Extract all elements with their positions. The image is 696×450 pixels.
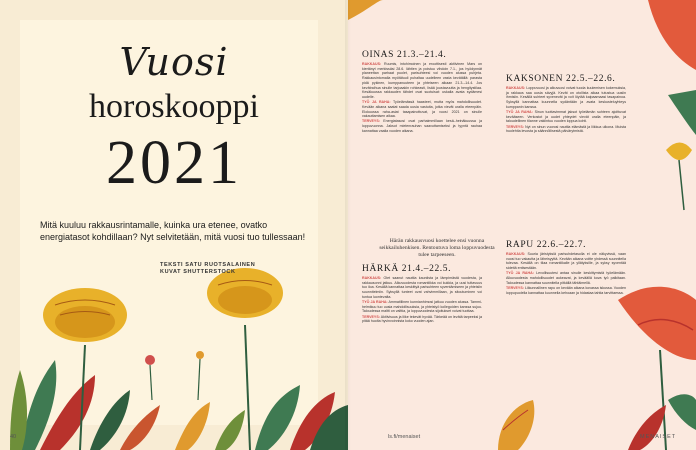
section-text: Ammatillinen kunnianhimosi jatkuu vuoden alussa. Tammi-helmikuu tuo uusia mahdollisuuksia, ja yhteistyö kollegoiden kanssa sujuu. Taloudessa maltti on valttia, ja loppuvuodesta sijoitukset voivat tuottaa. [362, 300, 482, 314]
section-tag: RAKKAUS: [362, 276, 382, 280]
section-tag: TYÖ JA RAHA: [506, 110, 533, 115]
magazine-url: ls.fi/menaiset [388, 434, 421, 440]
sign-heading: KAKSONEN 22.5.–22.6. [506, 74, 616, 84]
leaf-cluster-right [175, 385, 348, 450]
section-tag: TYÖ JA RAHA: [362, 100, 391, 105]
small-buds [145, 351, 204, 400]
title-year: 2021 [106, 129, 242, 197]
section-text: Loppuvuosi ja alkuvuosi voivat tuoda kuulemisen kokemuksia, ja rakkaus saa uusia sävyjä. Kevät on otollista aikaa tutustua uusiin ihmisiin. Kesällä suhteet syvenevät ja voit löytää kaipaamaasi tasapainoa. Syksyllä kannattaa kuunnella sydäntään ja avata keskusteluyhteys kumppanin kanssa. [506, 86, 627, 109]
sign-heading: OINAS 21.3.–21.4. [362, 50, 447, 60]
sign-body [506, 86, 626, 134]
sign-body [362, 62, 482, 134]
section-text: Energiatasosi ovat parhaimmillaan kesä–heinäkuussa ja loppuvuonna. Jaksot mielenrauhan saavuttamiseksi ja tyyntä rauhaa kannattaa vaalia vuoden aikana. [362, 119, 483, 133]
section-tag: TYÖ JA RAHA: [506, 271, 534, 276]
right-page [348, 0, 696, 450]
sign-kaksonen [506, 74, 626, 135]
section-tag: RAKKAUS: [506, 86, 526, 90]
magazine-section: MENAISET [640, 434, 677, 440]
credits [160, 262, 310, 276]
section-text: Olet saanut nauttia kauniista ja lämpimästä vuodesta, ja rakkausonni jatkuu. Alkuvuodesta romantiikka voi kukkia, ja uusi tuttavuus tuo iloa. Kesällä kannattaa keskittyä parisuhteen syventämiseen ja yhteisiin suunnitelmiin. Syksyllä tunteet ovat vahvimmillaan, ja sitoutuminen voi tuntua luontevalta. [362, 276, 482, 299]
sign-heading: HÄRKÄ 21.4.–22.5. [362, 264, 452, 274]
section-text: Liikunnallinen rapu on kevään aikana kovassa iskussa. Vuoden loppupuolella kannattaa kuunnella kehoaan ja hidastaa tahtia tarvittaessa. [506, 285, 627, 295]
sign-rapu [506, 240, 626, 296]
section-text: Ruumis, intohimoinen ja eroottisesti aktiivinen Mars on kiertänyt merkissäsi 28.6. lähtien ja poistuu vihdoin 7.1., jos hyödynnät planeettan parhaat puolet, parisuhteesi voi vuoden alussa puhjeta. Rakkausintomalla myötätuuli puhaltaa uudelleen vasta kevätällä: parasta pidä pykinen, kumppanuuteen ja yhteiseen aikaan 21.3.–14.4. Jos kevätraihua sinulle tarjoaakin rohkeasti, lisää joustavuutta ja hengitystilaa. Kesäkuussa rakkauden tähdet ovat suotuisat: uskalla avata sydämesi uudelle. [362, 62, 482, 99]
sign-harka [362, 264, 482, 325]
lead-paragraph: Mitä kuuluu rakkausrintamalle, kuinka ura etenee, ovatko energiatasot kohdillaan? Nyt selvitetään, mitä vuosi tuo tullessaan! [40, 220, 306, 242]
flower-red-top-right [648, 0, 696, 210]
title-main: horoskooppi [89, 88, 259, 125]
pull-quote: Härän rakkausvuosi koettelee ensi vuonna seikkailuhenkisen. Rentoutuva loma loppuvuodesta tulee tarpeeseen. [379, 238, 495, 258]
page-gutter [345, 0, 351, 450]
section-tag: TERVEYS: [362, 314, 380, 319]
sign-body [362, 276, 482, 324]
leaf-red-left [348, 0, 383, 20]
sign-body [506, 252, 626, 295]
section-text: Suuria järistyksiä parisuhdetasolla ei ole näkyvissä, vaan vuosi tuo vakautta ja läheisyyttä. Kevään aikana voitte yhdessä suunnitella tulevaa. Kesällä on tilaa romantiikalle ja yllätyksille, ja syksy syventää sidettä entisestään. [506, 252, 627, 271]
section-text: Aktiivisuus ja liike tekevät hyvää. Tärkeää on levätä tarpeeksi ja pitää huolta hyvinvoinnista koko vuoden ajan. [362, 314, 482, 324]
title-script: Vuosi [119, 40, 229, 84]
credit-photos: KUVAT SHUTTERSTOCK [160, 269, 236, 275]
section-tag: TERVEYS: [362, 119, 380, 124]
sign-heading: RAPU 22.6.–22.7. [506, 240, 587, 250]
section-tag: RAKKAUS: [506, 252, 526, 256]
credit-text: TEKSTI SATU RUOTSALAINEN [160, 262, 256, 268]
section-text: Työelämässä haasteet, mutta myös mahdollisuudet. Kevään aikana saatat saada uusia vastuita, jotka vievät uralla eteenpäin. Elokuussa raha-asiat tasapainottuvat, ja vuosi 2021 on sinulle vakauttamisen aikaa. [362, 100, 482, 119]
section-tag: TYÖ JA RAHA: [362, 300, 388, 305]
flower-orange-bottom-left [498, 400, 534, 450]
section-text: Sinun tuottavimmat jaksot työelämän suhteen ajoittuvat kevääseen. Verkostot ja uudet yhteydet vievät uralla eteenpäin, ja taloudellinen tilanne vakiintuu vuoden loppua kohti. [506, 110, 626, 124]
section-tag: RAKKAUS: [362, 62, 382, 66]
section-text: Nyt on sinun vuorosi nauttia elämästä ja liikkua ulkona. Muista huolehtia levosta ja säännöllisestä päivärytmistä. [506, 124, 626, 134]
page-number: 40 [10, 434, 17, 440]
leaf-cluster-left [10, 360, 160, 450]
section-tag: TERVEYS: [506, 285, 524, 290]
section-text: Levollisuutesi antaa sinulle keskittymistä työelämään. Alkuvuodesta mahdollisuudet aukeavat, ja keväällä kova työ palkitaan. Taloudessa kannattaa suunnitella pitkällä tähtäimellä. [506, 271, 626, 285]
section-tag: TERVEYS: [506, 124, 524, 129]
flower-red-bottom-right [618, 287, 696, 450]
sign-oinas [362, 50, 482, 134]
